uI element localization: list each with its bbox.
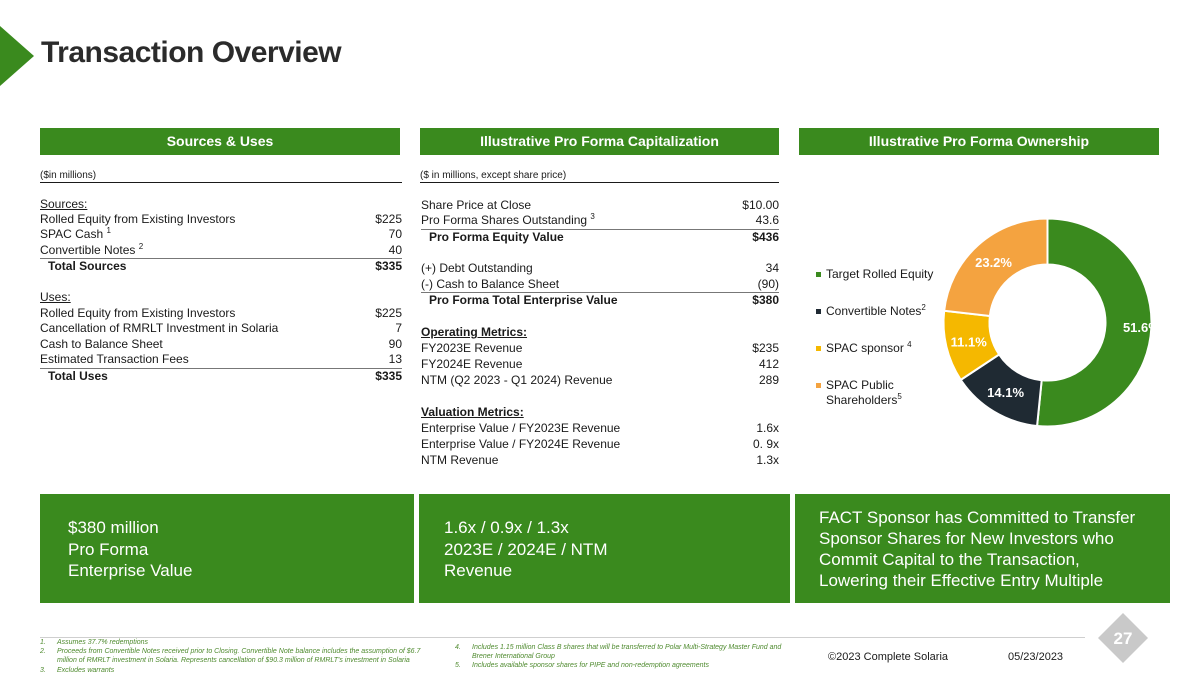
operating-heading: Operating Metrics: — [421, 325, 528, 339]
footnote: 2. Proceeds from Convertible Notes received prior to Closing. Convertible Note balance includes the assumption of $6.7 million of RMRLT investment in Solaria. Represents cancellation of $90.3 million of RMRLT's investment in Solaria — [40, 648, 421, 664]
highlight-line: 2023E / 2024E / NTM — [444, 540, 608, 559]
shares-outstanding-row: Pro Forma Shares Outstanding $^3$ 43.6 — [421, 212, 779, 227]
total-uses-row: Total Uses $335 — [40, 368, 402, 384]
footnote: 4. Includes 1.15 million Class B shares that will be transferred to Polar Multi-Strategy Master Fund and Brener International Group — [455, 644, 782, 660]
highlight-line: FACT Sponsor has Committed to Transfer — [819, 508, 1136, 527]
equity-value-row: Pro Forma Equity Value $436 — [421, 229, 779, 245]
legend-item-spac-sponsor: SPAC sponsor $^4$ — [816, 341, 946, 356]
legend-swatch — [816, 346, 821, 351]
copyright: ©2023 Complete Solaria — [828, 651, 949, 663]
share-price-row: Share Price at Close $10.00 — [421, 198, 779, 212]
legend-swatch — [816, 309, 821, 314]
highlight-line: Sponsor Shares for New Investors who — [819, 529, 1114, 548]
highlight-revenue-multiples — [419, 494, 790, 603]
source-row: Convertible Notes $^2$ 40 — [40, 242, 402, 257]
header-capitalization: Illustrative Pro Forma Capitalization — [420, 128, 779, 155]
page-number-badge — [1098, 613, 1148, 663]
donut-label: 23.2% — [975, 255, 1012, 271]
highlight-line: $380 million — [68, 518, 159, 537]
arrow-accent-icon — [0, 26, 34, 86]
header-ownership: Illustrative Pro Forma Ownership — [799, 128, 1159, 155]
use-row: Estimated Transaction Fees 13 — [40, 352, 402, 366]
use-row: Rolled Equity from Existing Investors $225 — [40, 306, 402, 320]
highlight-line: Commit Capital to the Transaction, — [819, 550, 1080, 569]
donut-label: 51.6% — [1122, 320, 1160, 336]
legend-item-spac-public: SPAC Public Shareholders$^5$ — [816, 378, 946, 408]
enterprise-value-row: Pro Forma Total Enterprise Value $380 — [421, 292, 779, 308]
ownership-donut-chart — [930, 205, 1165, 440]
source-row: Rolled Equity from Existing Investors $225 — [40, 212, 402, 226]
use-row: Cash to Balance Sheet 90 — [40, 337, 402, 351]
highlight-sponsor-commitment — [795, 494, 1170, 603]
valuation-row: Enterprise Value / FY2024E Revenue 0. 9x — [421, 437, 779, 451]
highlight-line: Pro Forma — [68, 540, 149, 559]
footnote: 3. Excludes warrants — [40, 667, 115, 674]
highlight-enterprise-value — [40, 494, 414, 603]
operating-row: FY2024E Revenue 412 — [421, 357, 779, 371]
source-row: SPAC Cash $^1$ 70 — [40, 226, 402, 241]
uses-heading: Uses: — [40, 290, 71, 304]
highlight-line: Revenue — [444, 561, 513, 580]
valuation-heading: Valuation Metrics: — [421, 405, 524, 419]
operating-row: NTM (Q2 2023 - Q1 2024) Revenue 289 — [421, 373, 779, 387]
footnote: 1. Assumes 37.7% redemptions — [40, 639, 149, 646]
sources-heading: Sources: — [40, 197, 88, 211]
donut-label: 14.1% — [987, 384, 1025, 400]
donut-label: 11.1% — [950, 334, 987, 350]
highlight-line: Enterprise Value — [68, 561, 193, 580]
date: 05/23/2023 — [1008, 651, 1064, 663]
highlight-line: Lowering their Effective Entry Multiple — [819, 571, 1104, 590]
highlight-line: 1.6x / 0.9x / 1.3x — [444, 518, 569, 537]
valuation-row: NTM Revenue 1.3x — [421, 453, 779, 467]
total-sources-row: Total Sources $335 — [40, 258, 402, 274]
legend-item-target-rolled-equity: Target Rolled Equity — [816, 267, 946, 282]
legend-swatch — [816, 383, 821, 388]
footnote: 5. Includes available sponsor shares for PIPE and non-redemption agreements — [455, 662, 709, 669]
sources-uses-units: ($in millions) — [40, 170, 402, 183]
header-sources-uses: Sources & Uses — [40, 128, 400, 155]
footer-divider — [40, 637, 1085, 638]
legend-item-convertible-notes: Convertible Notes$^2$ — [816, 304, 946, 319]
use-row: Cancellation of RMRLT Investment in Solaria 7 — [40, 321, 402, 335]
capitalization-units: ($ in millions, except share price) — [420, 170, 779, 183]
valuation-row: Enterprise Value / FY2023E Revenue 1.6x — [421, 421, 779, 435]
debt-row: (+) Debt Outstanding 34 — [421, 261, 779, 275]
page-number: 27 — [1113, 629, 1133, 648]
legend-swatch — [816, 272, 821, 277]
operating-row: FY2023E Revenue $235 — [421, 341, 779, 355]
page-title: Transaction Overview — [41, 36, 342, 69]
cash-row: (-) Cash to Balance Sheet (90) — [421, 277, 779, 291]
